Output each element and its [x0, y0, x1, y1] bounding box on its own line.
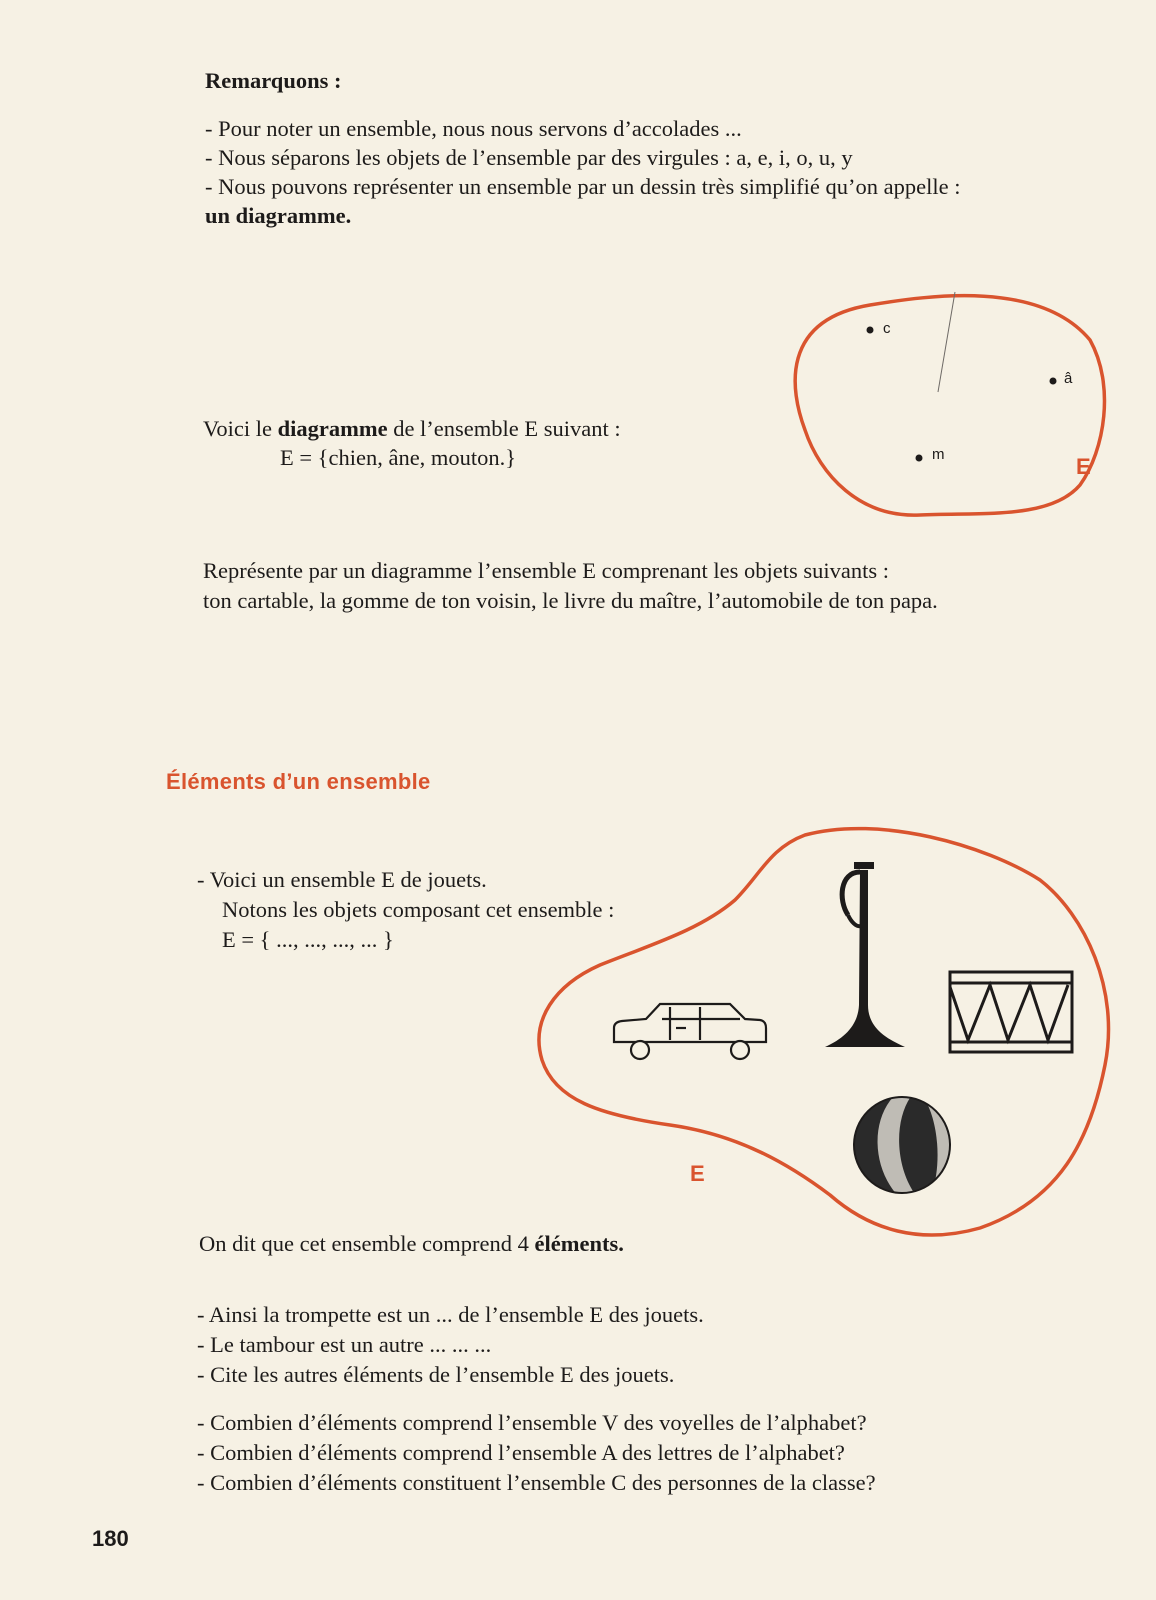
conclusion-before: On dit que cet ensemble comprend 4 [199, 1231, 535, 1256]
point-c-label: c [883, 320, 891, 337]
remark-item: - Nous séparons les objets de l’ensemble par des virgules : a, e, i, o, u, y [205, 145, 853, 170]
question-item: - Combien d’éléments comprend l’ensemble A des lettres de l’alphabet? [197, 1440, 845, 1465]
example2-line: - Voici un ensemble E de jouets. [197, 867, 487, 892]
trumpet-icon [825, 862, 905, 1047]
example2-line: Notons les objets composant cet ensemble : [222, 897, 615, 922]
remark-term: un diagramme. [205, 203, 352, 228]
example1-term: diagramme [277, 416, 388, 441]
section-heading: Éléments d’un ensemble [166, 769, 431, 794]
example1-line1-before: Voici le [203, 416, 278, 441]
drum-icon [950, 972, 1072, 1052]
question-item: - Combien d’éléments comprend l’ensemble V des voyelles de l’alphabet? [197, 1410, 867, 1435]
ball-icon [854, 1095, 955, 1198]
example1-set-notation: E = {chien, âne, mouton.} [280, 445, 517, 470]
point-a-label: â [1064, 370, 1073, 387]
question-item: - Ainsi la trompette est un ... de l’ensemble E des jouets. [197, 1302, 704, 1327]
example2-set-notation: E = { ..., ..., ..., ... } [222, 927, 394, 952]
question-item: - Combien d’éléments constituent l’ensemble C des personnes de la classe? [197, 1470, 876, 1495]
point-m-label: m [932, 446, 945, 463]
remark-item: - Pour noter un ensemble, nous nous servons d’accolades ... [205, 116, 742, 141]
conclusion-line [199, 1229, 624, 1258]
diagram-2-set-label: E [690, 1161, 705, 1186]
conclusion-term: éléments. [534, 1231, 624, 1256]
remarks-title: Remarquons : [205, 68, 342, 93]
page-number: 180 [92, 1526, 129, 1551]
remark-item: - Nous pouvons représenter un ensemble par un dessin très simplifié qu’on appelle : [205, 174, 961, 199]
diagram-1-set-label: E [1076, 454, 1091, 479]
question-item: - Le tambour est un autre ... ... ... [197, 1332, 492, 1357]
example1-line1-after: de l’ensemble E suivant : [387, 416, 621, 441]
exercise1-line: ton cartable, la gomme de ton voisin, le livre du maître, l’automobile de ton papa. [203, 588, 938, 613]
exercise1-line: Représente par un diagramme l’ensemble E comprenant les objets suivants : [203, 558, 890, 583]
question-item: - Cite les autres éléments de l’ensemble E des jouets. [197, 1362, 675, 1387]
car-icon [614, 1004, 766, 1059]
